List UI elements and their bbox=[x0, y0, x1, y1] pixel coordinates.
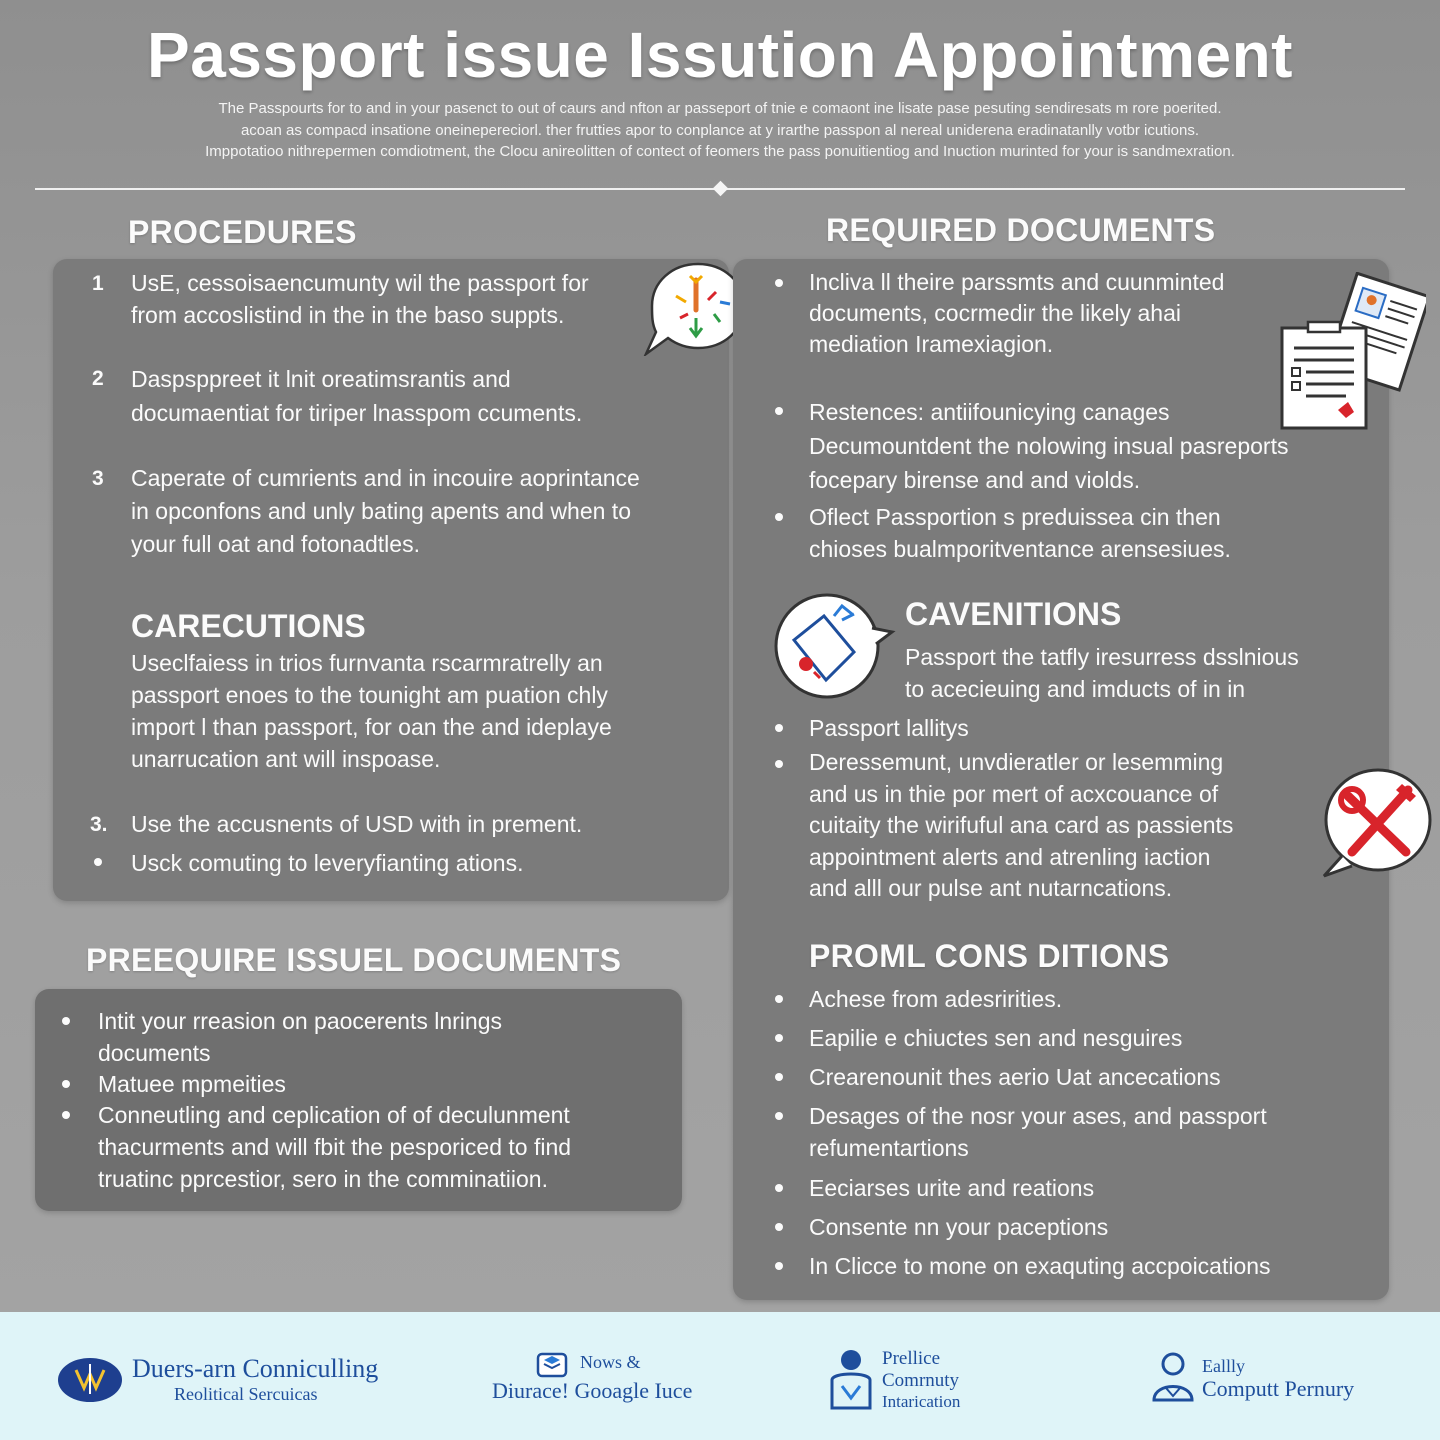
logo-3-line-2: Comrnuty bbox=[882, 1370, 960, 1391]
cavenitions-paragraph bbox=[905, 641, 1299, 705]
required-documents-heading: REQUIRED DOCUMENTS bbox=[826, 212, 1216, 248]
page-title: Passport issue Issution Appointment bbox=[147, 19, 1293, 91]
user-outline-icon bbox=[1150, 1350, 1196, 1402]
required-doc-item bbox=[809, 501, 1231, 565]
community-person-icon bbox=[828, 1346, 874, 1412]
prerequisite-item: Matuee mpmeities bbox=[98, 1071, 286, 1097]
step-number: 1 bbox=[92, 272, 104, 295]
prerequisite-item bbox=[98, 1099, 571, 1195]
item-line: Restences: antiifounicying canages bbox=[809, 399, 1170, 425]
procedure-step-3 bbox=[131, 462, 640, 561]
condition-item: Achese from adesririties. bbox=[809, 986, 1063, 1012]
step-line: in opconfons and unly bating apents and when to bbox=[131, 498, 631, 524]
procedures-heading: PROCEDURES bbox=[128, 214, 357, 250]
logo-1-line-1: Duers-arn Conniculling bbox=[132, 1354, 379, 1383]
bullet bbox=[775, 995, 783, 1003]
bullet bbox=[775, 1034, 783, 1042]
paragraph-line: to acecieuing and imducts of in in bbox=[905, 676, 1246, 702]
item-line: Deressemunt, unvdieratler or lesemming bbox=[809, 749, 1224, 775]
paragraph-line: passport enoes to the tounight am puation chly bbox=[131, 682, 608, 708]
footer-logo-4[interactable] bbox=[1150, 1350, 1400, 1404]
condition-item: Consente nn your paceptions bbox=[809, 1214, 1109, 1240]
bullet bbox=[62, 1017, 70, 1025]
bullet bbox=[94, 858, 102, 866]
bullet bbox=[775, 760, 783, 768]
procedure-tail-item: Use the accusnents of USD with in prement. bbox=[131, 811, 583, 837]
bullet bbox=[775, 1184, 783, 1192]
bullet bbox=[775, 1223, 783, 1231]
paragraph-line: Passport the tatfly iresurress dsslnious bbox=[905, 644, 1299, 670]
footer-logo-2[interactable] bbox=[492, 1348, 722, 1408]
shield-crest-icon bbox=[56, 1356, 124, 1404]
prerequisite-item bbox=[98, 1005, 502, 1069]
logo-4-line-1: Eallly bbox=[1202, 1356, 1245, 1376]
step-line: Daspsppreet it lnit oreatimsrantis and bbox=[131, 366, 511, 392]
bullet bbox=[775, 513, 783, 521]
step-line: documaentiat for tiriper lnasspom ccuments. bbox=[131, 400, 583, 426]
procedures-panel bbox=[53, 259, 729, 901]
logo-3-line-1: Prellice bbox=[882, 1348, 941, 1369]
item-line: cuitaity the wirifuful ana card as passients bbox=[809, 812, 1234, 838]
item-line: Intit your rreasion on paocerents lnrings bbox=[98, 1008, 502, 1034]
carecutions-paragraph bbox=[131, 647, 612, 775]
list-marker: 3. bbox=[90, 813, 108, 836]
logo-4-line-2: Computt Pernury bbox=[1202, 1376, 1355, 1401]
paragraph-line: import l than passport, for oan the and ideplaye bbox=[131, 714, 612, 740]
procedure-step-2 bbox=[131, 362, 582, 430]
news-cube-icon bbox=[536, 1350, 568, 1378]
intro-line: The Passpourts for to and in your pasenct to out of caurs and nfton ar passeport of tnie e comaont ine lisate pase pesuting sendiresats m rore poerited. bbox=[218, 100, 1222, 117]
condition-item bbox=[809, 1100, 1267, 1164]
carecutions-heading: CARECUTIONS bbox=[131, 608, 366, 644]
footer-logo-1[interactable] bbox=[56, 1354, 426, 1406]
item-line: Incliva ll theire parssmts and cuunminted bbox=[809, 269, 1225, 295]
condition-item: Crearenounit thes aerio Uat ancecations bbox=[809, 1064, 1221, 1090]
condition-item: Eeciarses urite and reations bbox=[809, 1175, 1095, 1201]
cavenitions-item: Passport lallitys bbox=[809, 715, 969, 741]
item-line: thacurments and will fbit the pesporiced to find bbox=[98, 1134, 572, 1160]
documents-icon bbox=[1276, 272, 1426, 434]
item-line: documents, cocrmedir the likely ahai bbox=[809, 300, 1181, 326]
step-line: Caperate of cumrients and in incouire aoprintance bbox=[131, 465, 640, 491]
required-doc-item bbox=[809, 267, 1224, 360]
cavenitions-item bbox=[809, 747, 1233, 905]
procedure-step-1 bbox=[131, 267, 589, 331]
item-line: mediation Iramexiagion. bbox=[809, 331, 1054, 357]
bullet bbox=[775, 1112, 783, 1120]
footer-logo-3[interactable] bbox=[828, 1346, 1008, 1418]
required-doc-item bbox=[809, 395, 1288, 497]
condition-item: In Clicce to mone on exaquting accpoications bbox=[809, 1253, 1271, 1279]
item-line: documents bbox=[98, 1040, 211, 1066]
procedure-tail-item: Usck comuting to leveryfianting ations. bbox=[131, 850, 524, 876]
item-line: Conneutling and ceplication of of deculunment bbox=[98, 1102, 570, 1128]
item-line: truatinc pprcestior, sero in the comminatiion. bbox=[98, 1166, 548, 1192]
item-line: Decumountdent the nolowing insual pasreports bbox=[809, 433, 1289, 459]
bullet bbox=[775, 1073, 783, 1081]
cavenitions-heading: CAVENITIONS bbox=[905, 596, 1122, 632]
logo-3-line-3: Intarication bbox=[882, 1392, 961, 1411]
intro-text bbox=[80, 98, 1360, 163]
bullet bbox=[62, 1080, 70, 1088]
bullet bbox=[62, 1111, 70, 1119]
step-line: from accoslistind in the in the baso suppts. bbox=[131, 302, 565, 328]
tools-icon bbox=[1316, 766, 1434, 880]
paragraph-line: Useclfaiess in trios furnvanta rscarmratrelly an bbox=[131, 650, 603, 676]
prerequisites-heading: PREEQUIRE ISSUEL DOCUMENTS bbox=[86, 942, 622, 978]
item-line: focepary birense and and violds. bbox=[809, 467, 1141, 493]
intro-line: acoan as compacd insatione oneinepereciorl. ther frutties apor to conplance at y irarthe passpon al nereal uniderena eradinatanlly votbr icutions. bbox=[240, 121, 1200, 139]
item-line: refumentartions bbox=[809, 1135, 969, 1161]
step-number: 3 bbox=[92, 467, 104, 490]
bullet bbox=[775, 407, 783, 415]
step-line: your full oat and fotonadtles. bbox=[131, 531, 420, 557]
intro-line: Imppotatioo nithrepermen comdiotment, the Clocu anireolitten of contect of feomers the pass ponuitientiog and Inuction murinted for your is sandmexration. bbox=[205, 143, 1235, 160]
item-line: appointment alerts and atrenling iaction bbox=[809, 843, 1211, 870]
document-chat-icon bbox=[772, 590, 896, 702]
logo-2-line-1: Nows & bbox=[580, 1352, 641, 1372]
bullet bbox=[775, 1262, 783, 1270]
bullet bbox=[775, 279, 783, 287]
item-line: and us in thie por mert of acxcouance of bbox=[809, 780, 1219, 807]
item-line: Oflect Passportion s preduissea cin then bbox=[809, 504, 1221, 530]
step-line: UsE, cessoisaencumunty wil the passport for bbox=[131, 270, 589, 296]
bullet bbox=[775, 724, 783, 732]
chat-bubble-icon bbox=[640, 260, 748, 356]
step-number: 2 bbox=[92, 367, 104, 390]
item-line: Desages of the nosr your ases, and passport bbox=[809, 1103, 1267, 1129]
logo-1-line-2: Reolitical Sercuicas bbox=[174, 1384, 318, 1404]
item-line: and alll our pulse ant nutarncations. bbox=[809, 875, 1173, 901]
logo-2-line-2: Diurace! Gooagle Iuce bbox=[492, 1378, 693, 1403]
paragraph-line: unarrucation ant will inspoase. bbox=[131, 746, 441, 772]
condition-item: Eapilie e chiuctes sen and nesguires bbox=[809, 1025, 1183, 1051]
conditions-heading: PROML CONS DITIONS bbox=[809, 938, 1170, 974]
item-line: chioses bualmporitventance arensesiues. bbox=[809, 536, 1231, 562]
